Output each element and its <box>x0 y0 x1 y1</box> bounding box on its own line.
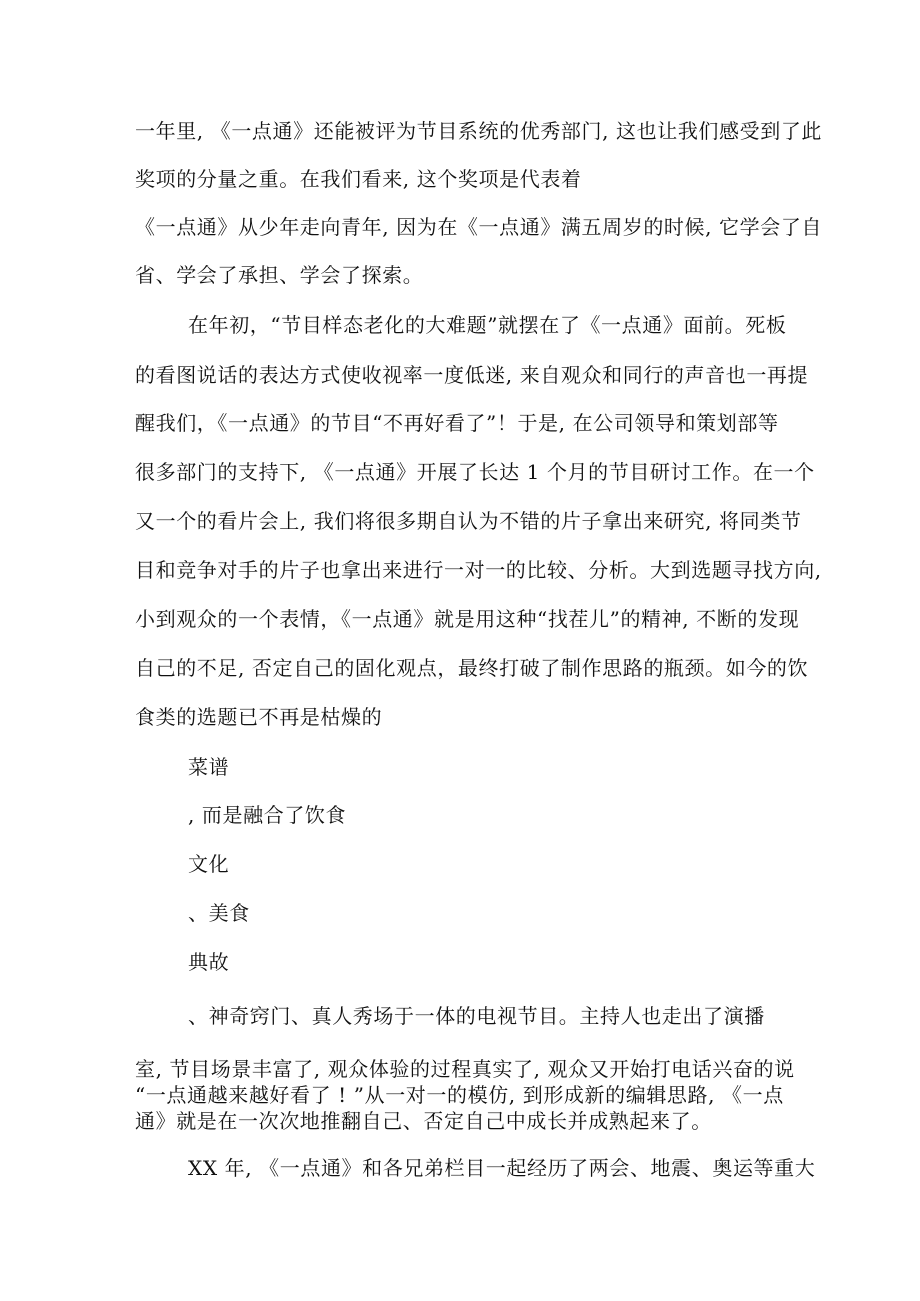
fragment-line: 、美食 <box>188 901 250 925</box>
fragment-line: 菜谱 <box>188 755 230 779</box>
paragraph-line: 一年里, 《一点通》还能被评为节目系统的优秀部门, 这也让我们感受到了此 <box>135 119 823 143</box>
paragraph-line: 室, 节目场景丰富了, 观众体验的过程真实了, 观众又开始打电话兴奋的说 <box>135 1057 795 1081</box>
fragment-line: 典故 <box>188 950 230 974</box>
fragment-line: 、神奇窍门、真人秀场于一体的电视节目。主持人也走出了演播 <box>188 1004 765 1028</box>
paragraph-line: 很多部门的支持下, 《一点通》开展了长达 1 个月的节目研讨工作。在一个 <box>135 460 815 484</box>
paragraph-line: 食类的选题已不再是枯燥的 <box>135 705 383 729</box>
paragraph-line: 通》就是在一次次地推翻自己、否定自己中成长并成熟起来了。 <box>135 1109 712 1133</box>
paragraph-line: 省、学会了承担、学会了探索。 <box>135 263 424 287</box>
paragraph-line: 奖项的分量之重。在我们看来, 这个奖项是代表着 <box>135 167 582 191</box>
paragraph-line: 目和竞争对手的片子也拿出来进行一对一的比较、分析。大到选题寻找方向, <box>135 558 822 582</box>
fragment-line: 文化 <box>188 852 230 876</box>
paragraph-line: 《一点通》从少年走向青年, 因为在《一点通》满五周岁的时候, 它学会了自 <box>135 215 823 239</box>
fragment-line: , 而是融合了饮食 <box>188 803 347 827</box>
paragraph-line: “一点通越来越好看了 ! ”从一对一的模仿, 到形成新的编辑思路, 《一点 <box>135 1083 784 1107</box>
paragraph-line: 又一个的看片会上, 我们将很多期自认为不错的片子拿出来研究, 将同类节 <box>135 509 802 533</box>
paragraph-line: 的看图说话的表达方式使收视率一度低迷, 来自观众和同行的声音也一再提 <box>135 363 809 387</box>
paragraph-line: 在年初，“节目样态老化的大难题”就摆在了《一点通》面前。死板 <box>188 313 787 337</box>
paragraph-line: 自己的不足, 否定自己的固化观点，最终打破了制作思路的瓶颈。如今的饮 <box>135 656 809 680</box>
paragraph-line: 小到观众的一个表情，《一点通》就是用这种“找茬儿”的精神, 不断的发现 <box>135 607 800 631</box>
paragraph-line: XX 年, 《一点通》和各兄弟栏目一起经历了两会、地震、奥运等重大 <box>188 1156 816 1180</box>
paragraph-line: 醒我们，《一点通》的节目“不再好看了”！于是, 在公司领导和策划部等 <box>135 411 779 435</box>
